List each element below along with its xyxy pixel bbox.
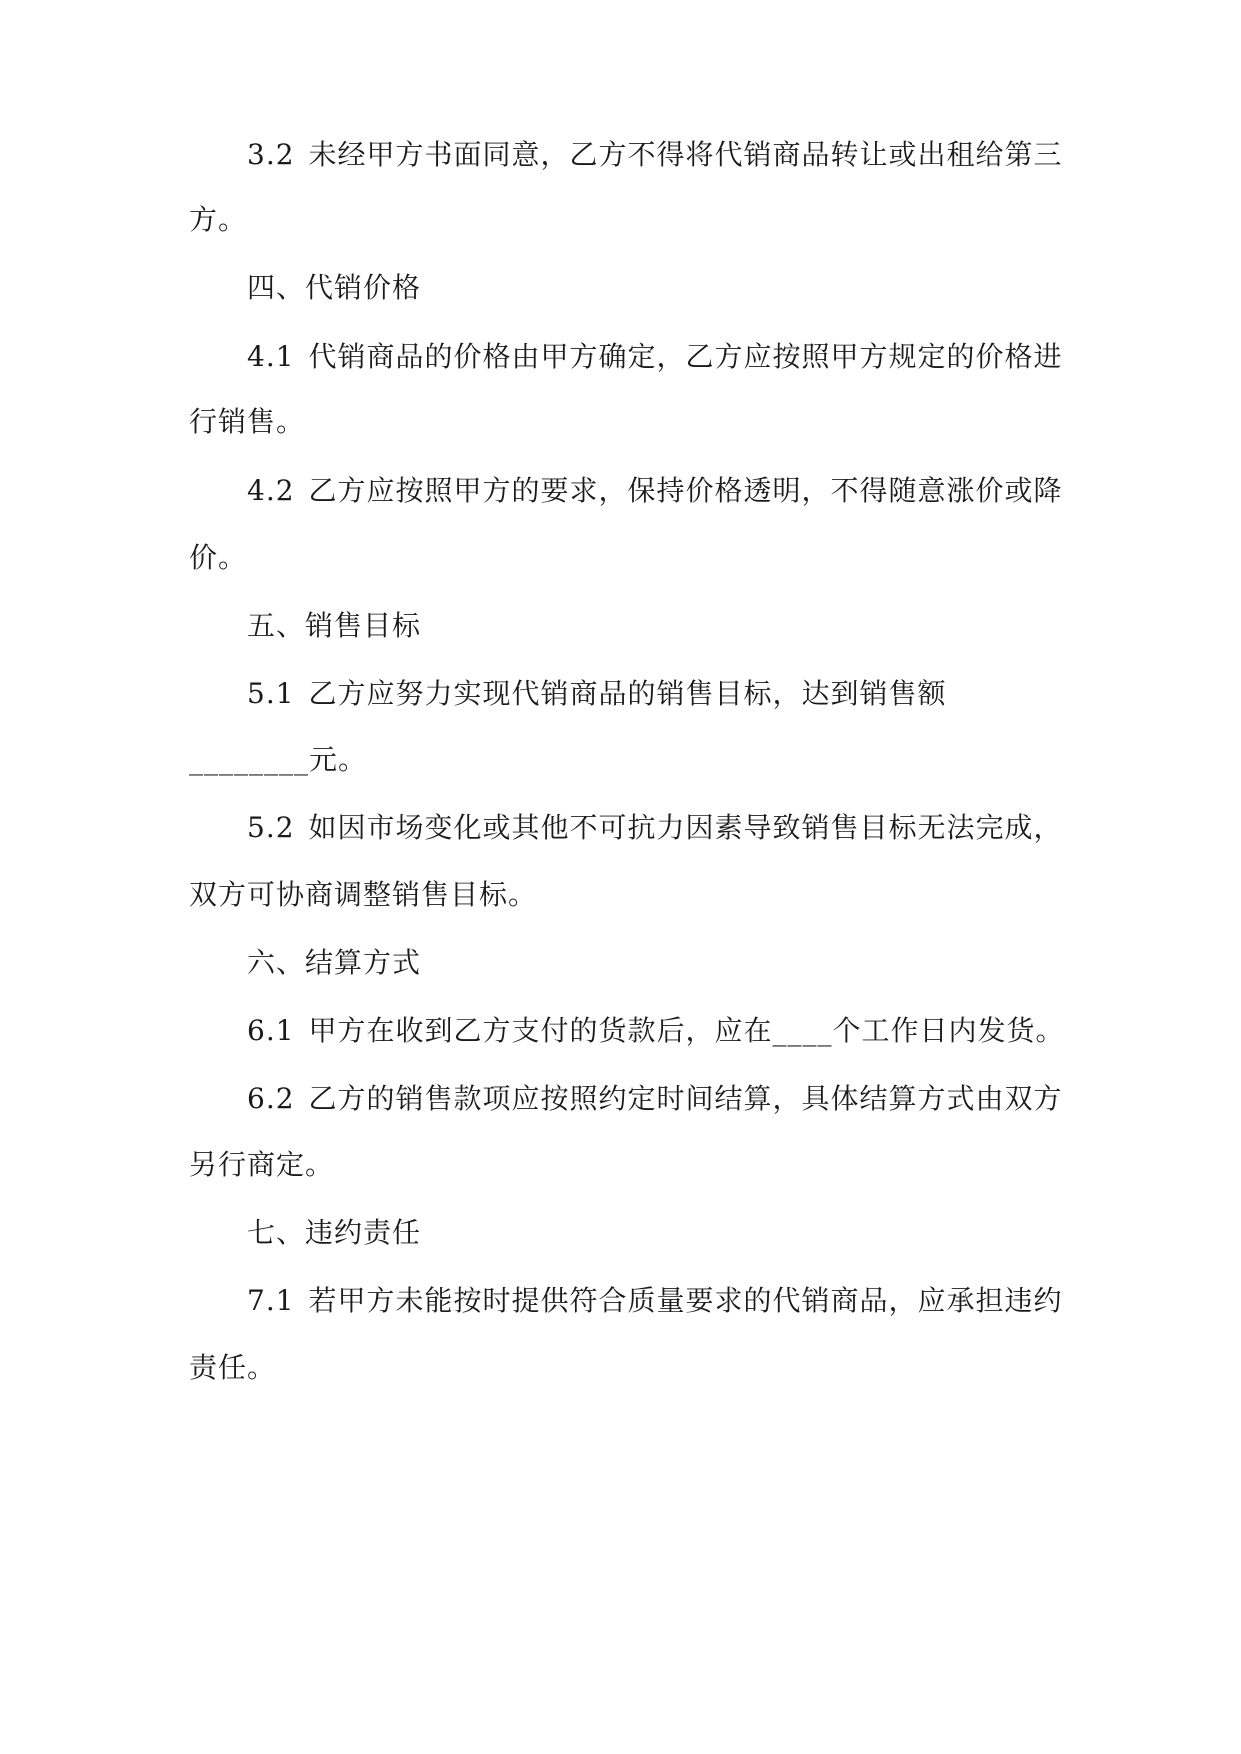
section-heading-5: 五、销售目标 — [247, 609, 422, 642]
clause-text: 乙方应努力实现代销商品的销售目标，达到销售额 — [308, 677, 947, 710]
clause-text: 乙方应按照甲方的要求，保持价格透明，不得随意涨价或降 — [308, 474, 1063, 507]
clause-number: 5.1 — [247, 677, 295, 710]
clause-3-2-line-1 — [247, 138, 1063, 172]
clause-5-2-line-2: 双方可协商调整销售目标。 — [189, 878, 538, 911]
clause-text: 代销商品的价格由甲方确定，乙方应按照甲方规定的价格进 — [308, 340, 1063, 373]
clause-text: 甲方在收到乙方支付的货款后，应在____个工作日内发货。 — [308, 1014, 1065, 1047]
clause-6-1-line-1 — [247, 1014, 1065, 1048]
clause-7-1-line-2: 责任。 — [189, 1351, 277, 1384]
clause-5-1-line-1 — [247, 677, 947, 711]
clause-number: 6.2 — [247, 1082, 295, 1115]
clause-4-2-line-1 — [247, 474, 1063, 508]
clause-6-2-line-2: 另行商定。 — [189, 1148, 335, 1181]
clause-number: 3.2 — [247, 138, 295, 171]
clause-number: 4.2 — [247, 474, 295, 507]
clause-number: 7.1 — [247, 1284, 295, 1317]
section-heading-6: 六、结算方式 — [247, 946, 422, 979]
clause-number: 4.1 — [247, 340, 295, 373]
clause-7-1-line-1 — [247, 1284, 1063, 1318]
clause-text: 未经甲方书面同意，乙方不得将代销商品转让或出租给第三 — [308, 138, 1063, 171]
clause-4-1-line-2: 行销售。 — [189, 405, 306, 438]
clause-4-2-line-2: 价。 — [189, 541, 248, 574]
clause-number: 6.1 — [247, 1014, 295, 1047]
section-heading-7: 七、违约责任 — [247, 1216, 422, 1249]
clause-text: 如因市场变化或其他不可抗力因素导致销售目标无法完成， — [308, 811, 1063, 844]
clause-5-1-line-2: ________元。 — [189, 743, 368, 776]
clause-number: 5.2 — [247, 811, 295, 844]
clause-5-2-line-1 — [247, 811, 1063, 845]
clause-text: 若甲方未能按时提供符合质量要求的代销商品，应承担违约 — [308, 1284, 1063, 1317]
clause-3-2-line-2: 方。 — [189, 203, 248, 236]
clause-6-2-line-1 — [247, 1082, 1063, 1116]
clause-4-1-line-1 — [247, 340, 1063, 374]
clause-text: 乙方的销售款项应按照约定时间结算，具体结算方式由双方 — [308, 1082, 1063, 1115]
section-heading-4: 四、代销价格 — [247, 271, 422, 304]
